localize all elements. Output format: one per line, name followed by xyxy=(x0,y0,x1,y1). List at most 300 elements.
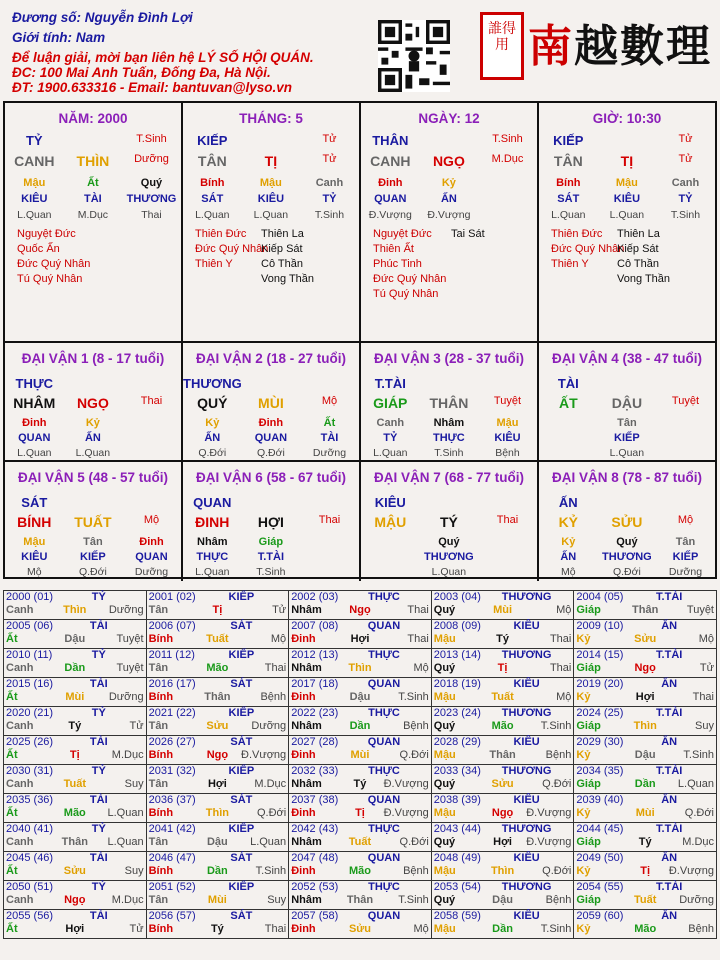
annual-stem: Tân xyxy=(148,604,169,616)
annual-cell-bottom xyxy=(291,894,429,907)
pillar-star-left: Phúc Tinh xyxy=(373,258,422,270)
annual-cell-bottom xyxy=(6,604,144,617)
annual-branch: Hợi xyxy=(65,923,85,935)
annual-branch: Sửu xyxy=(491,778,514,790)
annual-cell-top xyxy=(291,736,429,749)
dai-van-main-row xyxy=(5,514,181,530)
annual-state: Q.Đới xyxy=(399,836,429,848)
annual-cell xyxy=(431,765,574,794)
annual-state: Q.Đới xyxy=(256,807,287,819)
annual-state: Thai xyxy=(264,923,287,935)
annual-state: Tử xyxy=(272,604,287,616)
annual-year: 2038 (39) xyxy=(433,794,481,806)
annual-state: L.Quan xyxy=(107,807,144,819)
pillar-hidden-state: L.Quan xyxy=(609,209,645,221)
annual-cell xyxy=(289,649,432,678)
annual-state: M.Dục xyxy=(682,836,714,848)
annual-branch: Tị xyxy=(497,662,508,674)
annual-cell-bottom xyxy=(149,720,287,733)
annual-cell-bottom xyxy=(291,691,429,704)
dai-van-hidden-state-row xyxy=(539,447,715,459)
annual-stem: Đinh xyxy=(291,807,316,819)
pillar-hidden-state: T.Sinh xyxy=(314,209,345,221)
pillar-hidden-state-row xyxy=(183,209,359,221)
annual-year: 2059 (60) xyxy=(576,910,624,922)
annual-branch: Mùi xyxy=(65,691,85,703)
annual-cell xyxy=(574,910,717,939)
annual-stem: Quý xyxy=(433,836,456,848)
dai-van-stem: MẬU xyxy=(374,514,407,530)
pillar-star-right: Cô Thần xyxy=(261,258,303,270)
pillar-star-left: Đức Quý Nhân xyxy=(373,273,447,285)
pillar-god-row xyxy=(539,133,715,148)
annual-cell-bottom xyxy=(149,923,287,936)
annual-state: Suy xyxy=(267,894,287,906)
annual-row xyxy=(4,649,717,678)
annual-stem: Ất xyxy=(6,633,18,645)
annual-cell xyxy=(146,678,289,707)
annual-state: Bệnh xyxy=(403,865,429,877)
annual-year: 2028 (29) xyxy=(433,736,481,748)
annual-cell-top xyxy=(149,881,287,894)
annual-god: T.TÀI xyxy=(656,881,683,893)
annual-cell-top xyxy=(149,620,287,633)
annual-stem: Giáp xyxy=(576,604,601,616)
annual-year: 2006 (07) xyxy=(148,620,196,632)
annual-year: 2029 (30) xyxy=(576,736,624,748)
pillar-hidden-god: ẤN xyxy=(440,193,457,205)
owner-label: Đương số: xyxy=(12,10,81,25)
annual-god: THƯƠNG xyxy=(501,649,552,661)
dai-van-stem: ĐINH xyxy=(195,514,230,530)
annual-cell-top xyxy=(576,736,714,749)
annual-branch: Mão xyxy=(63,807,86,819)
dai-van-hidden-god-row xyxy=(5,432,181,444)
dai-van-hidden-stem: Mậu xyxy=(23,536,46,548)
annual-cell-bottom xyxy=(291,923,429,936)
pillar-hidden-god: SÁT xyxy=(201,193,224,205)
annual-cell-bottom xyxy=(149,633,287,646)
dai-van-main-row xyxy=(361,395,537,411)
pillar-star-left: Thiên Ất xyxy=(373,243,414,255)
dai-van-state: Tuyệt xyxy=(493,395,522,407)
annual-year: 2046 (47) xyxy=(148,852,196,864)
pillar-star-left: Đức Quý Nhân xyxy=(17,258,91,270)
annual-stem: Ất xyxy=(6,865,18,877)
annual-cell-bottom xyxy=(434,720,572,733)
dai-van-cell xyxy=(183,462,361,581)
pillar-hidden-state: T.Sinh xyxy=(670,209,701,221)
annual-year: 2036 (37) xyxy=(148,794,196,806)
annual-year: 2051 (52) xyxy=(148,881,196,893)
annual-god: TỶ xyxy=(91,765,106,777)
annual-god: ẤN xyxy=(661,620,678,632)
annual-cell-bottom xyxy=(6,807,144,820)
annual-god: KIẾP xyxy=(228,707,255,719)
annual-branch: Thân xyxy=(204,691,231,703)
annual-year: 2049 (50) xyxy=(576,852,624,864)
annual-cell-top xyxy=(149,765,287,778)
annual-stem: Tân xyxy=(148,778,169,790)
annual-god: T.TÀI xyxy=(656,707,683,719)
annual-god: SÁT xyxy=(230,678,253,690)
annual-stem: Tân xyxy=(148,894,169,906)
annual-god: KIÊU xyxy=(513,910,540,922)
annual-cell-top xyxy=(291,910,429,923)
annual-cell-top xyxy=(434,620,572,633)
annual-branch: Sửu xyxy=(206,720,229,732)
pillar-hidden-stem: Kỷ xyxy=(441,177,456,189)
annual-stem: Nhâm xyxy=(291,836,322,848)
annual-god: TÀI xyxy=(89,678,108,690)
annual-branch: Thân xyxy=(489,749,516,761)
annual-branch: Dậu xyxy=(64,633,86,645)
pillar-hidden-god: SÁT xyxy=(557,193,580,205)
annual-god: THỰC xyxy=(368,591,400,603)
dai-van-main-row xyxy=(361,514,537,530)
owner-name: Nguyễn Đình Lợi xyxy=(84,10,193,25)
annual-stem: Kỷ xyxy=(576,865,591,877)
dai-van-hidden-state: Q.Đới xyxy=(256,447,285,459)
annual-branch: Mùi xyxy=(635,807,655,819)
annual-state: Mộ xyxy=(698,633,714,645)
annual-cell-bottom xyxy=(576,836,714,849)
annual-cell xyxy=(146,707,289,736)
annual-stem: Canh xyxy=(6,604,34,616)
annual-god: KIẾP xyxy=(228,881,255,893)
annual-state: Bệnh xyxy=(403,720,429,732)
annual-cell xyxy=(574,736,717,765)
annual-stem: Đinh xyxy=(291,691,316,703)
annual-god: ẤN xyxy=(661,794,678,806)
dai-van-hidden-god: THƯƠNG xyxy=(424,551,474,563)
annual-cell xyxy=(574,707,717,736)
annual-cell-top xyxy=(576,910,714,923)
pillar-hidden-stem-row xyxy=(361,177,537,189)
annual-branch: Ngọ xyxy=(634,662,656,674)
dai-van-hidden-god: T.TÀI xyxy=(257,551,285,563)
annual-cell-bottom xyxy=(576,720,714,733)
annual-cell-top xyxy=(434,678,572,691)
annual-cell xyxy=(574,881,717,910)
annual-year: 2005 (06) xyxy=(6,620,54,632)
annual-year: 2039 (40) xyxy=(576,794,624,806)
annual-year: 2003 (04) xyxy=(433,591,481,603)
annual-cell xyxy=(574,678,717,707)
annual-god: SÁT xyxy=(230,910,253,922)
dai-van-main-row xyxy=(183,514,359,530)
pillar-hidden-state: L.Quan xyxy=(253,209,289,221)
annual-cell xyxy=(146,910,289,939)
annual-cell-bottom xyxy=(6,720,144,733)
annual-cell-bottom xyxy=(291,633,429,646)
dai-van-title: ĐẠI VẬN 6 (58 - 67 tuổi) xyxy=(195,470,347,485)
dai-van-branch: DẬU xyxy=(611,395,643,411)
annual-state: Q.Đới xyxy=(684,807,714,819)
annual-state: L.Quan xyxy=(107,836,144,848)
pillar-star-left: Quốc Ấn xyxy=(17,243,60,255)
pillar-main-row xyxy=(361,153,537,169)
dai-van-hidden-state: L.Quan xyxy=(431,566,467,578)
annual-god: KIÊU xyxy=(513,852,540,864)
annual-stem: Bính xyxy=(148,865,174,877)
annual-state: Tử xyxy=(129,720,144,732)
pillar-hidden-stem: Canh xyxy=(315,177,344,189)
annual-state: T.Sinh xyxy=(540,923,572,935)
pillar-cell xyxy=(5,103,183,343)
annual-state: Thai xyxy=(407,633,429,645)
annual-cell xyxy=(4,649,147,678)
dai-van-hidden-stem-row xyxy=(539,536,715,548)
annual-branch: Thìn xyxy=(205,807,229,819)
annual-stem: Kỷ xyxy=(576,923,591,935)
annual-state: Mộ xyxy=(413,662,429,674)
dai-van-hidden-state: Mộ xyxy=(561,566,576,578)
pillar-star-right: Kiếp Sát xyxy=(261,243,303,255)
annual-cell-bottom xyxy=(149,807,287,820)
pillar-star-right: Thiên La xyxy=(261,228,304,240)
annual-cell-bottom xyxy=(291,662,429,675)
annual-state: Mộ xyxy=(556,691,572,703)
dai-van-hidden-stem: Tân xyxy=(675,536,696,548)
pillar-hidden-god-row xyxy=(5,193,181,205)
annual-year: 2047 (48) xyxy=(291,852,339,864)
annual-row xyxy=(4,910,717,939)
annual-god: TỶ xyxy=(91,881,106,893)
annual-stem: Nhâm xyxy=(291,720,322,732)
annual-cell xyxy=(289,707,432,736)
annual-god: KIÊU xyxy=(513,620,540,632)
annual-branch: Mão xyxy=(348,865,371,877)
annual-year: 2010 (11) xyxy=(6,649,53,661)
dai-van-hidden-god-row xyxy=(5,551,181,563)
dai-van-stem: QUÝ xyxy=(197,395,228,411)
dai-van-hidden-state: Bệnh xyxy=(495,447,520,459)
pillar-star-right: Tai Sát xyxy=(451,228,485,240)
pillar-god-state: Tử xyxy=(678,133,693,145)
annual-branch: Dần xyxy=(492,923,513,935)
annual-state: Đ.Vượng xyxy=(383,807,429,819)
annual-cell xyxy=(4,823,147,852)
annual-cell-top xyxy=(576,707,714,720)
annual-cell-bottom xyxy=(291,778,429,791)
annual-stem: Nhâm xyxy=(291,662,322,674)
annual-state: Thai xyxy=(407,604,429,616)
dai-van-hidden-state-row xyxy=(5,566,181,578)
bazi-chart xyxy=(3,101,717,579)
dai-van-god-row xyxy=(539,495,715,510)
pillar-hidden-state: L.Quan xyxy=(551,209,586,221)
annual-year: 2001 (02) xyxy=(148,591,196,603)
pillar-hidden-god: TỶ xyxy=(322,193,337,205)
dai-van-hidden-god: KIẾP xyxy=(614,432,640,444)
annual-stem: Bính xyxy=(148,749,174,761)
annual-cell-top xyxy=(149,678,287,691)
annual-year: 2002 (03) xyxy=(291,591,339,603)
pillar-god-state: T.Sinh xyxy=(492,133,523,145)
annual-state: T.Sinh xyxy=(398,894,429,906)
pillar-hidden-state: Thai xyxy=(141,209,162,221)
pillar-branch-state: Dưỡng xyxy=(134,153,169,165)
annual-god: TÀI xyxy=(89,620,108,632)
dai-van-hidden-stem-row xyxy=(361,417,537,429)
annual-god: QUAN xyxy=(367,678,401,690)
annual-cell-bottom xyxy=(434,894,572,907)
annual-god: T.TÀI xyxy=(656,591,683,603)
dai-van-cell xyxy=(361,462,539,581)
annual-branch: Tuất xyxy=(633,894,657,906)
annual-stem: Nhâm xyxy=(291,604,322,616)
dai-van-hidden-god-row xyxy=(183,551,359,563)
annual-branch: Tuất xyxy=(206,633,229,645)
annual-cell-bottom xyxy=(149,836,287,849)
annual-god: ẤN xyxy=(661,736,678,748)
dai-van-hidden-stem: Kỷ xyxy=(205,417,220,429)
annual-branch: Mão xyxy=(634,923,657,935)
annual-row xyxy=(4,881,717,910)
annual-year: 2008 (09) xyxy=(433,620,481,632)
annual-year: 2017 (18) xyxy=(291,678,339,690)
dai-van-state: Thai xyxy=(318,514,341,526)
annual-cell-top xyxy=(6,823,144,836)
dai-van-title: ĐẠI VẬN 8 (78 - 87 tuổi) xyxy=(551,470,703,485)
annual-cell-top xyxy=(434,910,572,923)
dai-van-main-row xyxy=(539,514,715,530)
owner-line xyxy=(12,10,193,25)
pillar-god-row xyxy=(5,133,181,148)
annual-cell-top xyxy=(291,823,429,836)
annual-cell-bottom xyxy=(149,691,287,704)
annual-god: TỶ xyxy=(91,591,106,603)
annual-state: Mộ xyxy=(270,633,287,645)
annual-stem: Canh xyxy=(6,720,34,732)
annual-stem: Mậu xyxy=(433,749,456,761)
dai-van-hidden-stem: Đinh xyxy=(22,417,47,429)
dai-van-hidden-stem: Mậu xyxy=(496,417,519,429)
annual-god: TỶ xyxy=(91,707,106,719)
annual-cell xyxy=(574,852,717,881)
dai-van-state: Thai xyxy=(496,514,519,526)
annual-cell-bottom xyxy=(149,604,287,617)
dai-van-hidden-stem: Tân xyxy=(83,536,103,548)
annual-branch: Tị xyxy=(69,749,80,761)
pillar-hidden-state: L.Quan xyxy=(195,209,230,221)
dai-van-god-row xyxy=(5,495,181,510)
annual-god: THƯƠNG xyxy=(501,881,552,893)
pillar-hidden-state: L.Quan xyxy=(17,209,52,221)
dai-van-hidden-stem-row xyxy=(183,536,359,548)
annual-branch: Dần xyxy=(64,662,86,674)
dai-van-branch: THÂN xyxy=(429,395,469,411)
dai-van-state: Thai xyxy=(140,395,163,407)
dai-van-hidden-god: QUAN xyxy=(18,432,51,444)
dai-van-hidden-state: T.Sinh xyxy=(256,566,286,578)
annual-year: 2016 (17) xyxy=(148,678,196,690)
annual-stem: Tân xyxy=(148,836,169,848)
annual-cell xyxy=(289,910,432,939)
pillar-god: KIẾP xyxy=(197,133,228,148)
annual-god: THƯƠNG xyxy=(501,765,552,777)
annual-branch: Tị xyxy=(212,604,223,616)
annual-god: QUAN xyxy=(367,620,401,632)
annual-god: T.TÀI xyxy=(656,649,683,661)
annual-state: Thai xyxy=(549,662,572,674)
pillar-god: TỶ xyxy=(25,133,43,148)
annual-god: T.TÀI xyxy=(656,765,683,777)
annual-year: 2050 (51) xyxy=(6,881,54,893)
dai-van-hidden-stem: Nhâm xyxy=(197,536,228,548)
annual-cell-top xyxy=(291,620,429,633)
dai-van-hidden-god: TÀI xyxy=(320,432,339,444)
annual-cell-top xyxy=(291,649,429,662)
annual-year: 2048 (49) xyxy=(433,852,481,864)
annual-branch: Tý xyxy=(638,836,652,848)
dai-van-hidden-stem: Giáp xyxy=(258,536,284,548)
dai-van-state: Mộ xyxy=(143,514,160,526)
contact-address: ĐC: 100 Mai Anh Tuấn, Đống Đa, Hà Nội. xyxy=(12,65,271,80)
annual-cell xyxy=(4,910,147,939)
annual-stem: Canh xyxy=(6,662,34,674)
annual-cell-bottom xyxy=(576,865,714,878)
annual-stem: Quý xyxy=(433,604,456,616)
pillar-spacer xyxy=(598,133,657,148)
pillar-hidden-god: KIÊU xyxy=(613,193,641,205)
pillar-god-row xyxy=(361,133,537,148)
dai-van-main-row xyxy=(183,395,359,411)
annual-year: 2014 (15) xyxy=(576,649,624,661)
brand-rest-chars: 越數理 xyxy=(574,21,712,72)
annual-branch: Mùi xyxy=(493,604,513,616)
dai-van-hidden-stem: Đinh xyxy=(258,417,284,429)
dai-van-god: THỰC xyxy=(15,376,54,391)
annual-branch: Ngọ xyxy=(349,604,371,616)
annual-god: KIÊU xyxy=(513,794,540,806)
seal-logo: 誰得用 xyxy=(480,12,524,80)
pillar-hidden-god: KIÊU xyxy=(257,193,285,205)
annual-cell xyxy=(4,852,147,881)
dai-van-god-row xyxy=(361,495,537,510)
annual-cell xyxy=(574,823,717,852)
pillar-hidden-stem: Mậu xyxy=(615,177,638,189)
annual-branch: Thân xyxy=(61,836,88,848)
annual-cell-top xyxy=(434,736,572,749)
dai-van-hidden-god-row xyxy=(361,432,537,444)
annual-cell-top xyxy=(434,591,572,604)
annual-cell-bottom xyxy=(576,807,714,820)
annual-branch: Thìn xyxy=(63,604,87,616)
annual-stem: Giáp xyxy=(576,894,601,906)
dai-van-state: Mộ xyxy=(321,395,338,407)
annual-row xyxy=(4,591,717,620)
annual-cell-bottom xyxy=(576,604,714,617)
header xyxy=(0,0,720,100)
annual-cell-bottom xyxy=(434,749,572,762)
dai-van-god: SÁT xyxy=(21,495,48,510)
annual-branch: Sửu xyxy=(348,923,371,935)
dai-van-title: ĐẠI VẬN 3 (28 - 37 tuổi) xyxy=(373,351,525,366)
annual-branch: Thân xyxy=(632,604,659,616)
annual-stem: Bính xyxy=(148,923,174,935)
annual-cell xyxy=(431,852,574,881)
dai-van-god-row xyxy=(183,495,359,510)
pillar-god: THÂN xyxy=(372,133,409,148)
annual-row xyxy=(4,707,717,736)
annual-branch: Tuất xyxy=(491,691,514,703)
annual-cell-top xyxy=(149,852,287,865)
annual-cell xyxy=(146,881,289,910)
pillar-hidden-state-row xyxy=(5,209,181,221)
annual-year: 2054 (55) xyxy=(576,881,624,893)
